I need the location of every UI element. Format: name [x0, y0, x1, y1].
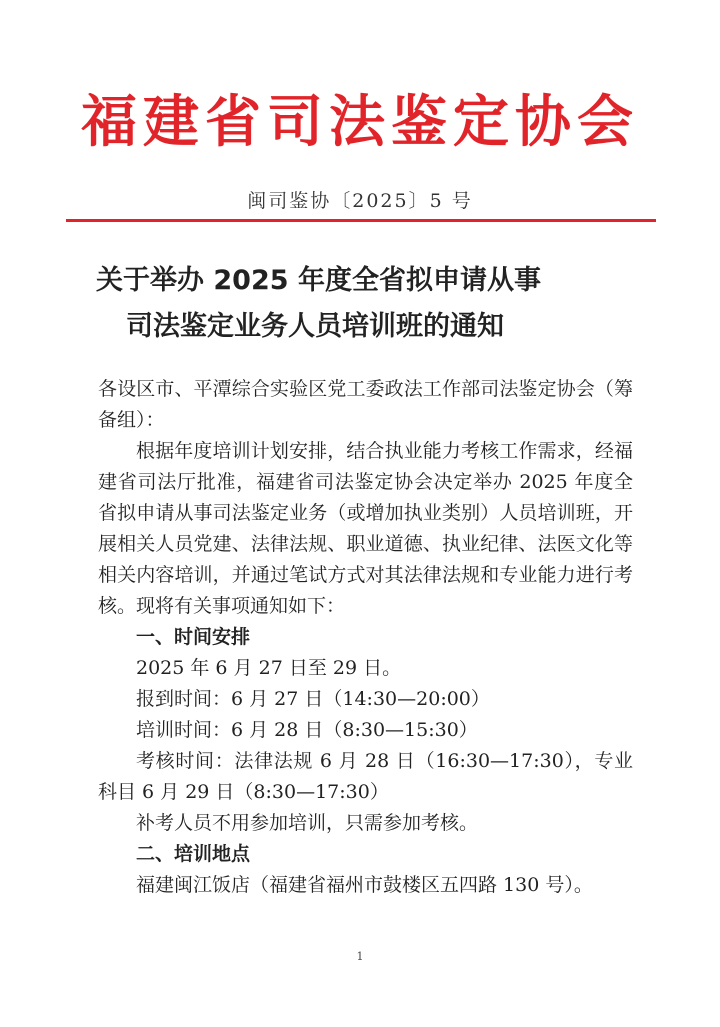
- section-heading-venue: 二、培训地点: [136, 843, 251, 865]
- document-number: 闽司鉴协〔2025〕5 号: [247, 190, 473, 212]
- addressee: 各设区市、平潭综合实验区党工委政法工作部司法鉴定协会（筹备组）：: [98, 378, 633, 431]
- section-heading-schedule: 一、时间安排: [136, 626, 251, 648]
- training-time: 培训时间：6 月 28 日（8:30—15:30）: [136, 719, 478, 741]
- document-body: [98, 374, 633, 901]
- registration-time: 报到时间：6 月 27 日（14:30—20:00）: [136, 688, 490, 710]
- issuing-organization-header: 福建省司法鉴定协会: [81, 90, 639, 155]
- intro-paragraph: 根据年度培训计划安排，结合执业能力考核工作需求，经福建省司法厅批准，福建省司法鉴定协会决定举办 2025 年度全省拟申请从事司法鉴定业务（或增加执业类别）人员培训班，开展相关人员党建、法律法规、职业道德、执业纪律、法医文化等相关内容培训，并通过笔试方式对其法律法规和专业能力进行考核。现将有关事项通知如下：: [98, 440, 633, 617]
- page-number: 1: [356, 950, 364, 963]
- exam-time: 考核时间：法律法规 6 月 28 日（16:30—17:30），专业科目 6 月 29 日（8:30—17:30）: [98, 750, 633, 803]
- document-title: [0, 258, 720, 350]
- schedule-dates: 2025 年 6 月 27 日至 29 日。: [136, 657, 402, 679]
- red-divider-line: [66, 219, 656, 222]
- document-title-line-1: 关于举办 2025 年度全省拟申请从事: [96, 265, 541, 296]
- document-title-line-2: 司法鉴定业务人员培训班的通知: [126, 311, 504, 342]
- training-venue: 福建闽江饭店（福建省福州市鼓楼区五四路 130 号）。: [136, 874, 593, 896]
- makeup-exam-note: 补考人员不用参加培训，只需参加考核。: [136, 812, 479, 834]
